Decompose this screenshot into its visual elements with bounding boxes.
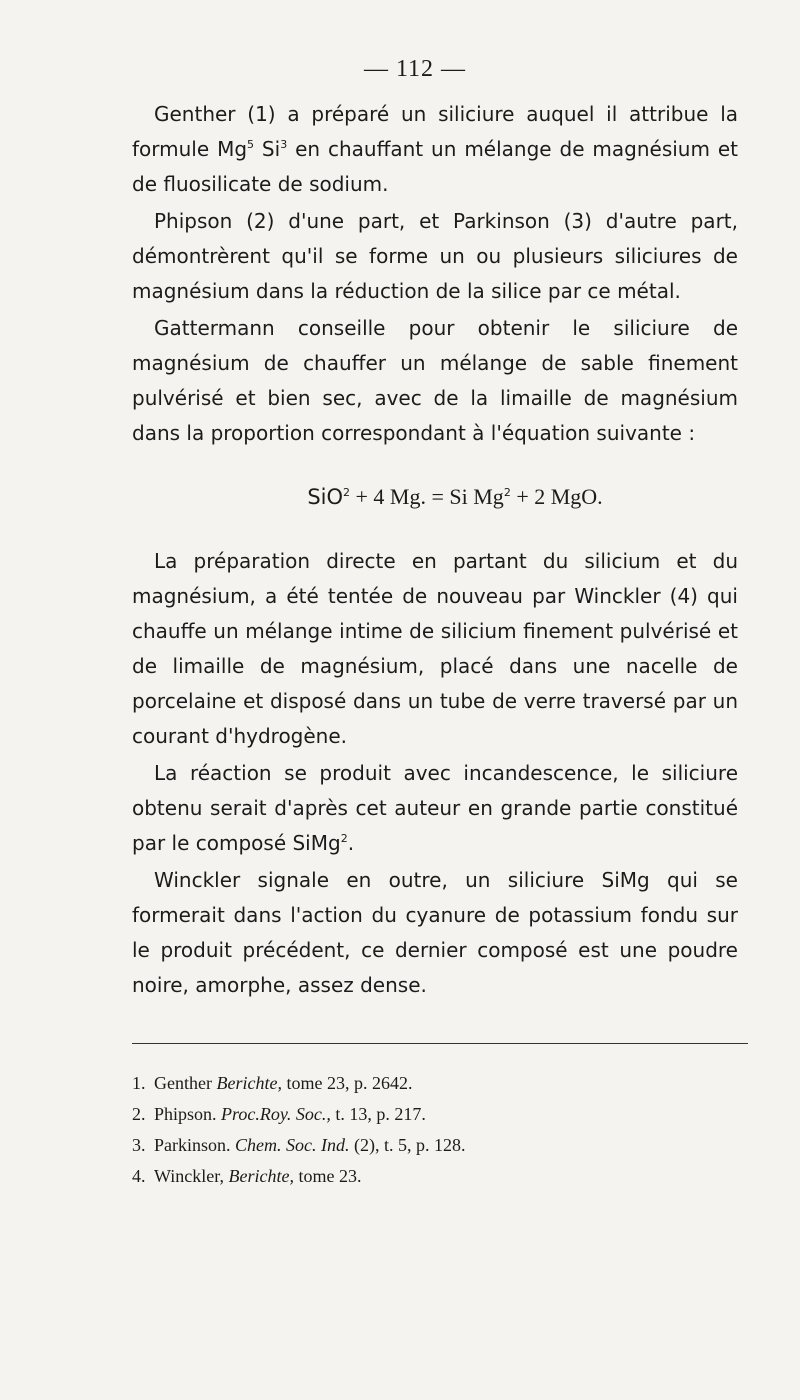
- footnote-3: 3. Parkinson. Chem. Soc. Ind. (2), t. 5, p. 128.: [132, 1135, 466, 1155]
- footnote-2: 2. Phipson. Proc.Roy. Soc., t. 13, p. 217.: [132, 1104, 426, 1124]
- paragraph-gattermann: Gattermann conseille pour obtenir le siliciure de magnésium de chauffer un mélange de sable finement pulvérisé et bien sec, avec de la limaille de magnésium dans la proportion correspondant à l'équation suivante :: [132, 316, 738, 445]
- footnote-4: 4. Winckler, Berichte, tome 23.: [132, 1166, 362, 1186]
- paragraph-reaction: La réaction se produit avec incandescence, le siliciure obtenu serait d'après cet auteur en grande partie constitué par le composé SiMg$^2$.: [132, 761, 738, 855]
- footnote-divider: [132, 1043, 748, 1044]
- chemical-equation: SiO$^2$ + 4 Mg. = Si $Mg^2 + 2$ MgO.: [307, 484, 603, 509]
- paragraph-winckler-preparation: La préparation directe en partant du silicium et du magnésium, a été tentée de nouveau par Winckler (4) qui chauffe un mélange intime de silicium finement pulvérisé et de limaille de magnésium, placé dans une nacelle de porcelaine et disposé dans un tube de verre traversé par un courant d'hydrogène.: [132, 549, 738, 748]
- paragraph-genther: Genther (1) a préparé un siliciure auquel il attribue la formule Mg$^5$ Si$^3$ en chauffant un mélange de magnésium et de fluosilicate de sodium.: [132, 102, 739, 196]
- paragraph-phipson-parkinson: Phipson (2) d'une part, et Parkinson (3) d'autre part, démontrèrent qu'il se forme un ou plusieurs siliciures de magnésium dans la réduction de la silice par ce métal.: [132, 209, 738, 303]
- footnotes: [132, 1068, 738, 1192]
- page-number: — 112 —: [363, 56, 467, 82]
- footnote-1: 1. Genther Berichte, tome 23, p. 2642.: [132, 1073, 413, 1093]
- paragraph-winckler-simg: Winckler signale en outre, un siliciure SiMg qui se formerait dans l'action du cyanure de potassium fondu sur le produit précédent, ce dernier composé est une poudre noire, amorphe, assez dense.: [132, 868, 738, 997]
